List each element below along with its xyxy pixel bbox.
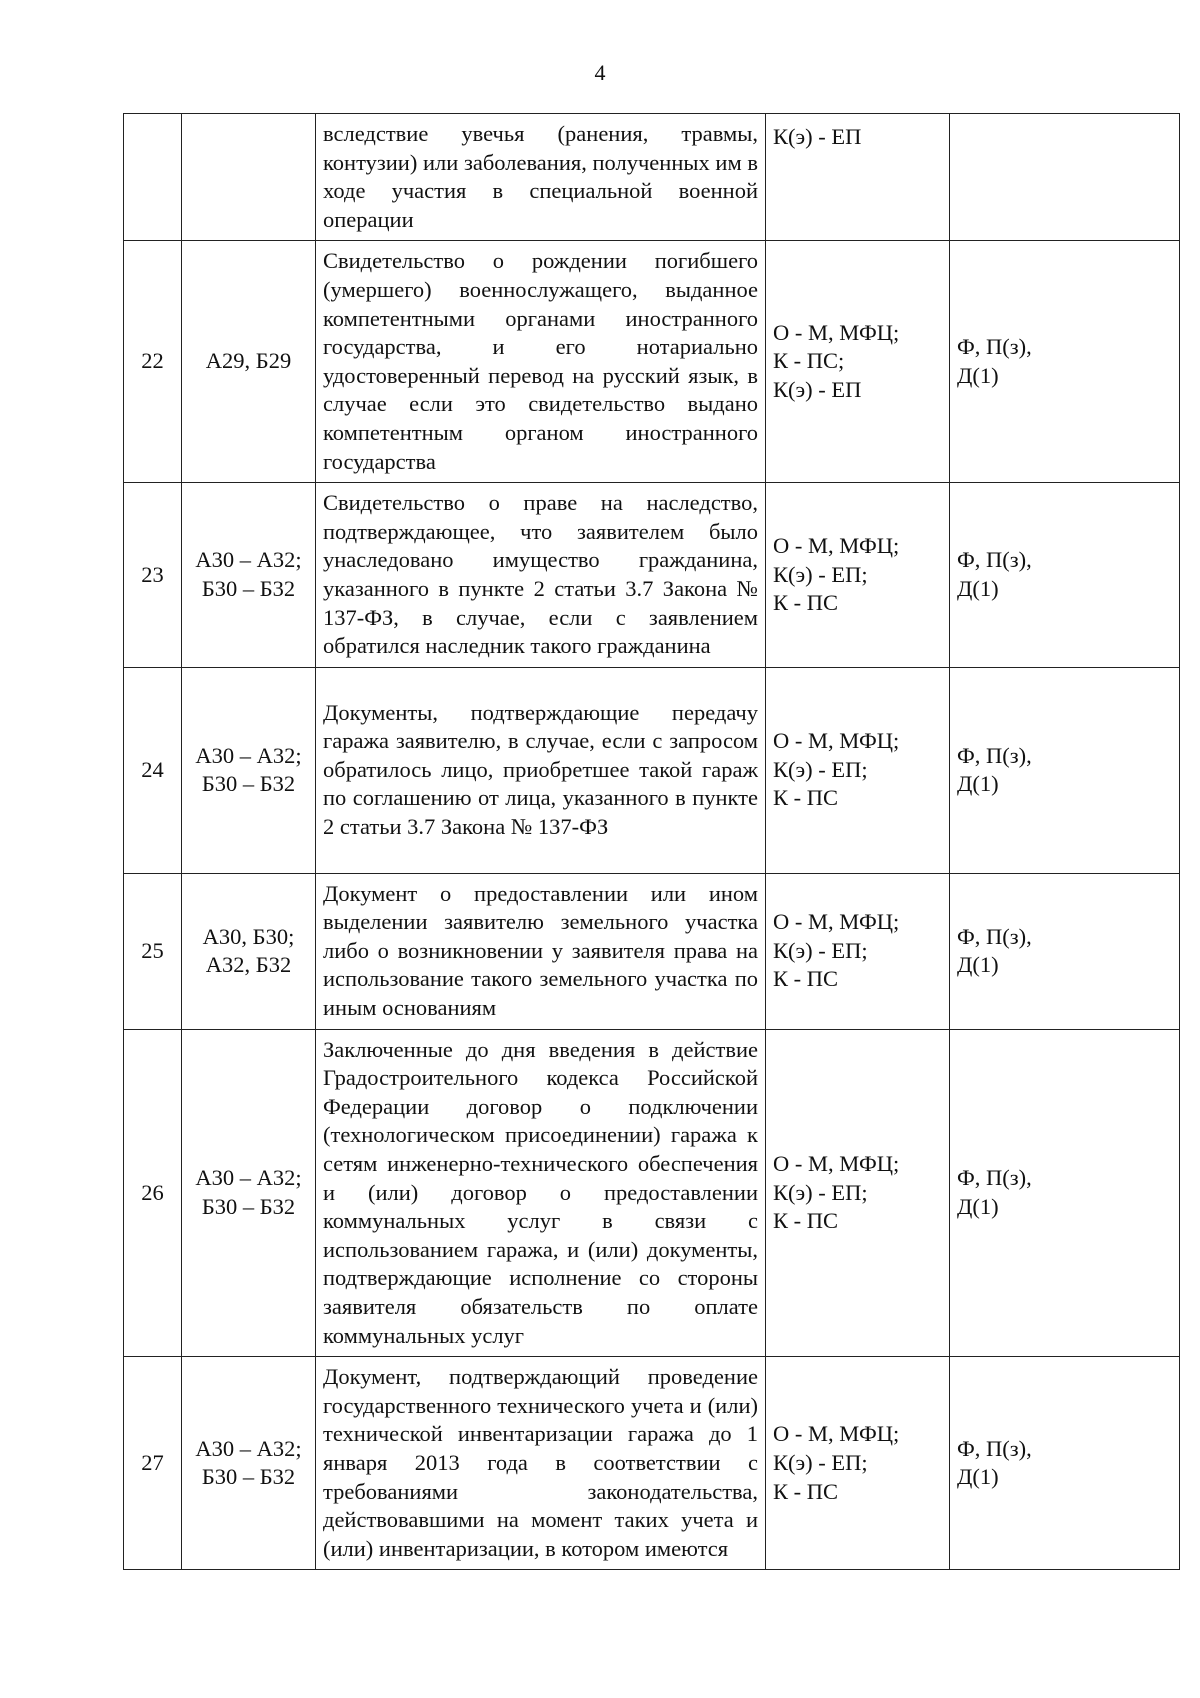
code-line: Б30 – Б32 [201,575,296,601]
row-codes [182,1029,316,1357]
document-forms [950,667,1180,873]
document-forms [950,241,1180,483]
row-number: 25 [124,873,182,1029]
table-row [124,1357,1180,1570]
document-description: Свидетельство о праве на наследство, подтверждающее, что заявителем было унаследовано имущество гражданина, указанного в пункте 2 статьи 3.7 Закона № 137-ФЗ, в случае, если с заявлением обратился наследник такого гражданина [316,483,766,668]
form-line: Д(1) [957,771,999,797]
method-line: К - ПС [773,785,839,811]
form-line: Ф, П(з), [957,742,1032,768]
table-row [124,873,1180,1029]
method-line: К(э) - ЕП; [773,1449,868,1475]
method-line: О - М, МФЦ; [773,533,900,559]
form-line: Ф, П(з), [957,334,1032,360]
code-line: Б30 – Б32 [201,1193,296,1219]
code-line: Б30 – Б32 [201,1464,296,1490]
code-line: А30 – А32; [195,1165,302,1191]
method-line: К - ПС [773,1478,839,1504]
row-number: 22 [124,241,182,483]
document-description: вследствие увечья (ранения, травмы, контузии) или заболевания, полученных им в ходе участия в специальной военной операции [316,114,766,241]
document-description: Документ о предоставлении или ином выделении заявителю земельного участка либо о возникновении у заявителя права на использование такого земельного участка по иным основаниям [316,873,766,1029]
form-line: Ф, П(з), [957,1435,1032,1461]
table-row [124,241,1180,483]
method-line: К - ПС [773,1208,839,1234]
row-number: 23 [124,483,182,668]
documents-table [123,113,1180,1570]
row-number: 27 [124,1357,182,1570]
submission-methods [766,1357,950,1570]
form-line: Д(1) [957,575,999,601]
method-line: К(э) - ЕП; [773,756,868,782]
code-line: А30 – А32; [195,547,302,573]
method-line: О - М, МФЦ; [773,728,900,754]
method-line: К - ПС [773,966,839,992]
table-row [124,667,1180,873]
table-row [124,114,1180,241]
method-line: К - ПС [773,590,839,616]
row-number: 26 [124,1029,182,1357]
code-line: А32, Б32 [205,952,292,978]
form-line: Ф, П(з), [957,923,1032,949]
row-codes [182,873,316,1029]
table-row [124,483,1180,668]
method-line: О - М, МФЦ; [773,1421,900,1447]
row-codes [182,1357,316,1570]
row-codes [182,114,316,241]
form-line: Ф, П(з), [957,547,1032,573]
method-line: К(э) - ЕП [773,377,862,403]
document-forms [950,483,1180,668]
table-row [124,1029,1180,1357]
document-forms [950,1029,1180,1357]
method-line: О - М, МФЦ; [773,909,900,935]
row-number [124,114,182,241]
submission-methods [766,873,950,1029]
code-line: А30 – А32; [195,1435,302,1461]
document-description: Заключенные до дня введения в действие Градостроительного кодекса Российской Федерации договор о подключении (технологическом присоединении) гаража к сетям инженерно-технического обеспечения и (или) договор о предоставлении коммунальных услуг в связи с использованием гаража, и (или) документы, подтверждающие исполнение со стороны заявителя обязательств по оплате коммунальных услуг [316,1029,766,1357]
submission-methods [766,1029,950,1357]
code-line: А29, Б29 [205,348,292,374]
form-line: Д(1) [957,1193,999,1219]
row-codes [182,483,316,668]
form-line: Д(1) [957,1464,999,1490]
document-description: Документ, подтверждающий проведение государственного технического учета и (или) технической инвентаризации гаража до 1 января 2013 года в соответствии с требованиями законодательства, действовавшими на момент таких учета и (или) инвентаризации, в котором имеются [316,1357,766,1570]
form-line: Д(1) [957,952,999,978]
code-line: А30 – А32; [195,742,302,768]
method-line: К(э) - ЕП; [773,937,868,963]
form-line: Д(1) [957,362,999,388]
code-line: Б30 – Б32 [201,771,296,797]
document-forms [950,1357,1180,1570]
method-line: К(э) - ЕП; [773,1179,868,1205]
document-forms [950,873,1180,1029]
submission-methods [766,241,950,483]
row-number: 24 [124,667,182,873]
code-line: А30, Б30; [202,923,295,949]
document-description: Документы, подтверждающие передачу гаража заявителю, в случае, если с запросом обратилось лицо, приобретшее такой гараж по соглашению от лица, указанного в пункте 2 статьи 3.7 Закона № 137-ФЗ [316,667,766,873]
method-line: К - ПС; [773,348,845,374]
method-line: О - М, МФЦ; [773,1151,900,1177]
method-line: К(э) - ЕП [773,124,862,149]
document-description: Свидетельство о рождении погибшего (умершего) военнослужащего, выданное компетентными органами иностранного государства, и его нотариально удостоверенный перевод на русский язык, в случае если это свидетельство выдано компетентным органом иностранного государства [316,241,766,483]
row-codes [182,667,316,873]
row-codes [182,241,316,483]
form-line: Ф, П(з), [957,1165,1032,1191]
document-forms [950,114,1180,241]
submission-methods [766,667,950,873]
submission-methods [766,483,950,668]
submission-methods [766,114,950,241]
page-number: 4 [594,60,606,85]
method-line: О - М, МФЦ; [773,319,900,345]
method-line: К(э) - ЕП; [773,561,868,587]
